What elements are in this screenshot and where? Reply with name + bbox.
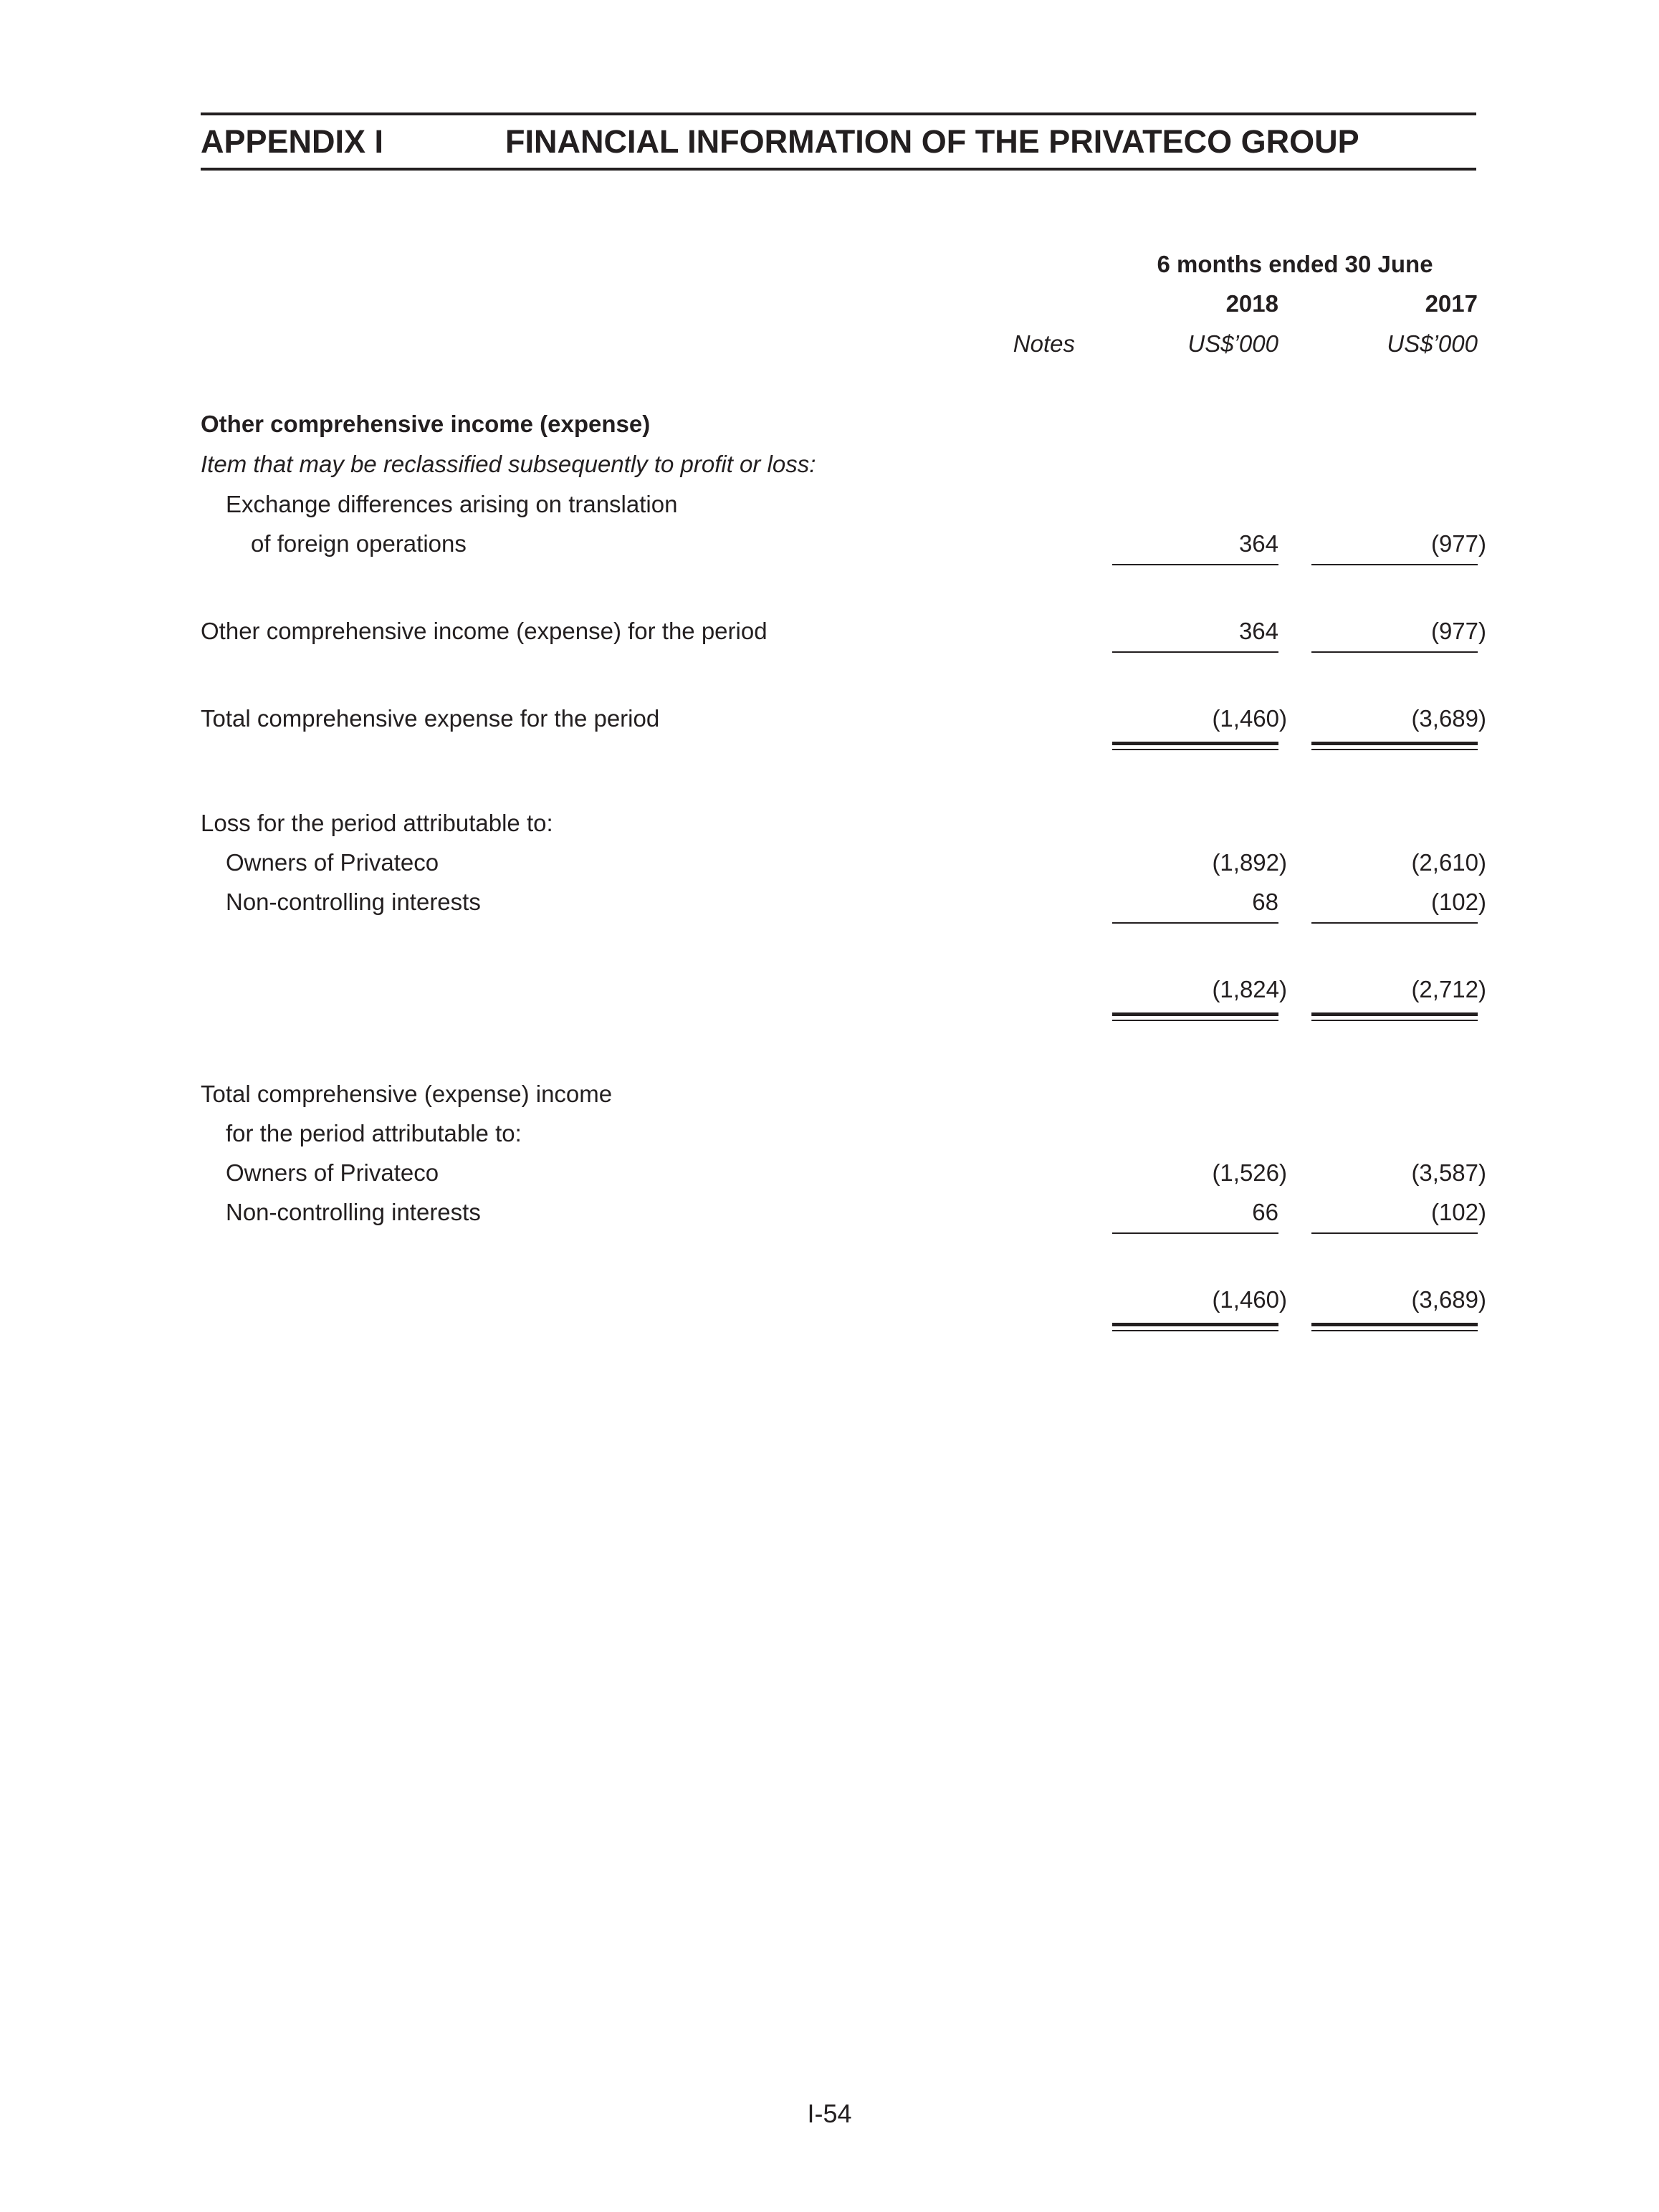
oci-label: Other comprehensive income (expense) for the period (201, 618, 768, 644)
loss-owners-label: Owners of Privateco (226, 849, 439, 876)
year-2017-heading: 2017 (1425, 290, 1478, 317)
tci-nci-2018-value: 66 (1252, 1199, 1278, 1225)
tci-nci-label: Non-controlling interests (226, 1199, 481, 1225)
document-title: FINANCIAL INFORMATION OF THE PRIVATECO GROUP (505, 123, 1359, 160)
loss-total-2017-value: (2,712) (1411, 976, 1486, 1002)
tci-owners-2018-value: (1,526) (1212, 1159, 1287, 1186)
tci-attr-label-line2: for the period attributable to: (226, 1120, 522, 1146)
tci-total-2017-double-underline (1311, 1323, 1478, 1331)
page-number: I-54 (807, 2099, 852, 2128)
total-ce-2018-value: (1,460) (1212, 705, 1287, 732)
tci-total-2017-value: (3,689) (1411, 1286, 1486, 1313)
section-subtitle: Item that may be reclassified subsequently to profit or loss: (201, 451, 816, 477)
oci-2017-value: (977) (1430, 618, 1486, 644)
loss-attr-label: Loss for the period attributable to: (201, 810, 553, 836)
loss-nci-2017-underline (1311, 922, 1478, 924)
loss-nci-2017-value: (102) (1430, 889, 1486, 915)
tci-attr-label-line1: Total comprehensive (expense) income (201, 1081, 613, 1107)
tci-total-2018-double-underline (1112, 1323, 1278, 1331)
header-bottom-rule (201, 168, 1476, 171)
appendix-label: APPENDIX I (201, 123, 384, 160)
exchange-2018-value: 364 (1238, 530, 1278, 557)
year-2018-heading: 2018 (1225, 290, 1278, 317)
loss-total-2018-double-underline (1112, 1012, 1278, 1021)
tci-total-2018-value: (1,460) (1212, 1286, 1287, 1313)
loss-nci-2018-value: 68 (1252, 889, 1278, 915)
unit-2017-heading: US$’000 (1387, 330, 1478, 357)
notes-heading: Notes (1013, 330, 1075, 357)
exchange-2017-value: (977) (1430, 530, 1486, 557)
exchange-2018-underline (1112, 564, 1278, 565)
loss-nci-label: Non-controlling interests (226, 889, 481, 915)
exchange-label-line2: of foreign operations (251, 530, 467, 557)
total-ce-2017-value: (3,689) (1411, 705, 1486, 732)
oci-2018-value: 364 (1238, 618, 1278, 644)
unit-2018-heading: US$’000 (1187, 330, 1278, 357)
total-ce-label: Total comprehensive expense for the period (201, 705, 660, 732)
exchange-label-line1: Exchange differences arising on translation (226, 491, 678, 517)
oci-2017-underline (1311, 651, 1478, 653)
oci-2018-underline (1112, 651, 1278, 653)
loss-total-2018-value: (1,824) (1212, 976, 1287, 1002)
header-top-rule (201, 112, 1476, 115)
tci-nci-2018-underline (1112, 1232, 1278, 1234)
loss-owners-2018-value: (1,892) (1212, 849, 1287, 876)
loss-owners-2017-value: (2,610) (1411, 849, 1486, 876)
tci-owners-label: Owners of Privateco (226, 1159, 439, 1186)
section-title: Other comprehensive income (expense) (201, 411, 651, 437)
tci-nci-2017-value: (102) (1430, 1199, 1486, 1225)
loss-nci-2018-underline (1112, 922, 1278, 924)
total-ce-2018-double-underline (1112, 742, 1278, 750)
loss-total-2017-double-underline (1311, 1012, 1478, 1021)
tci-owners-2017-value: (3,587) (1411, 1159, 1486, 1186)
exchange-2017-underline (1311, 564, 1478, 565)
period-heading: 6 months ended 30 June (1157, 251, 1433, 277)
tci-nci-2017-underline (1311, 1232, 1478, 1234)
total-ce-2017-double-underline (1311, 742, 1478, 750)
